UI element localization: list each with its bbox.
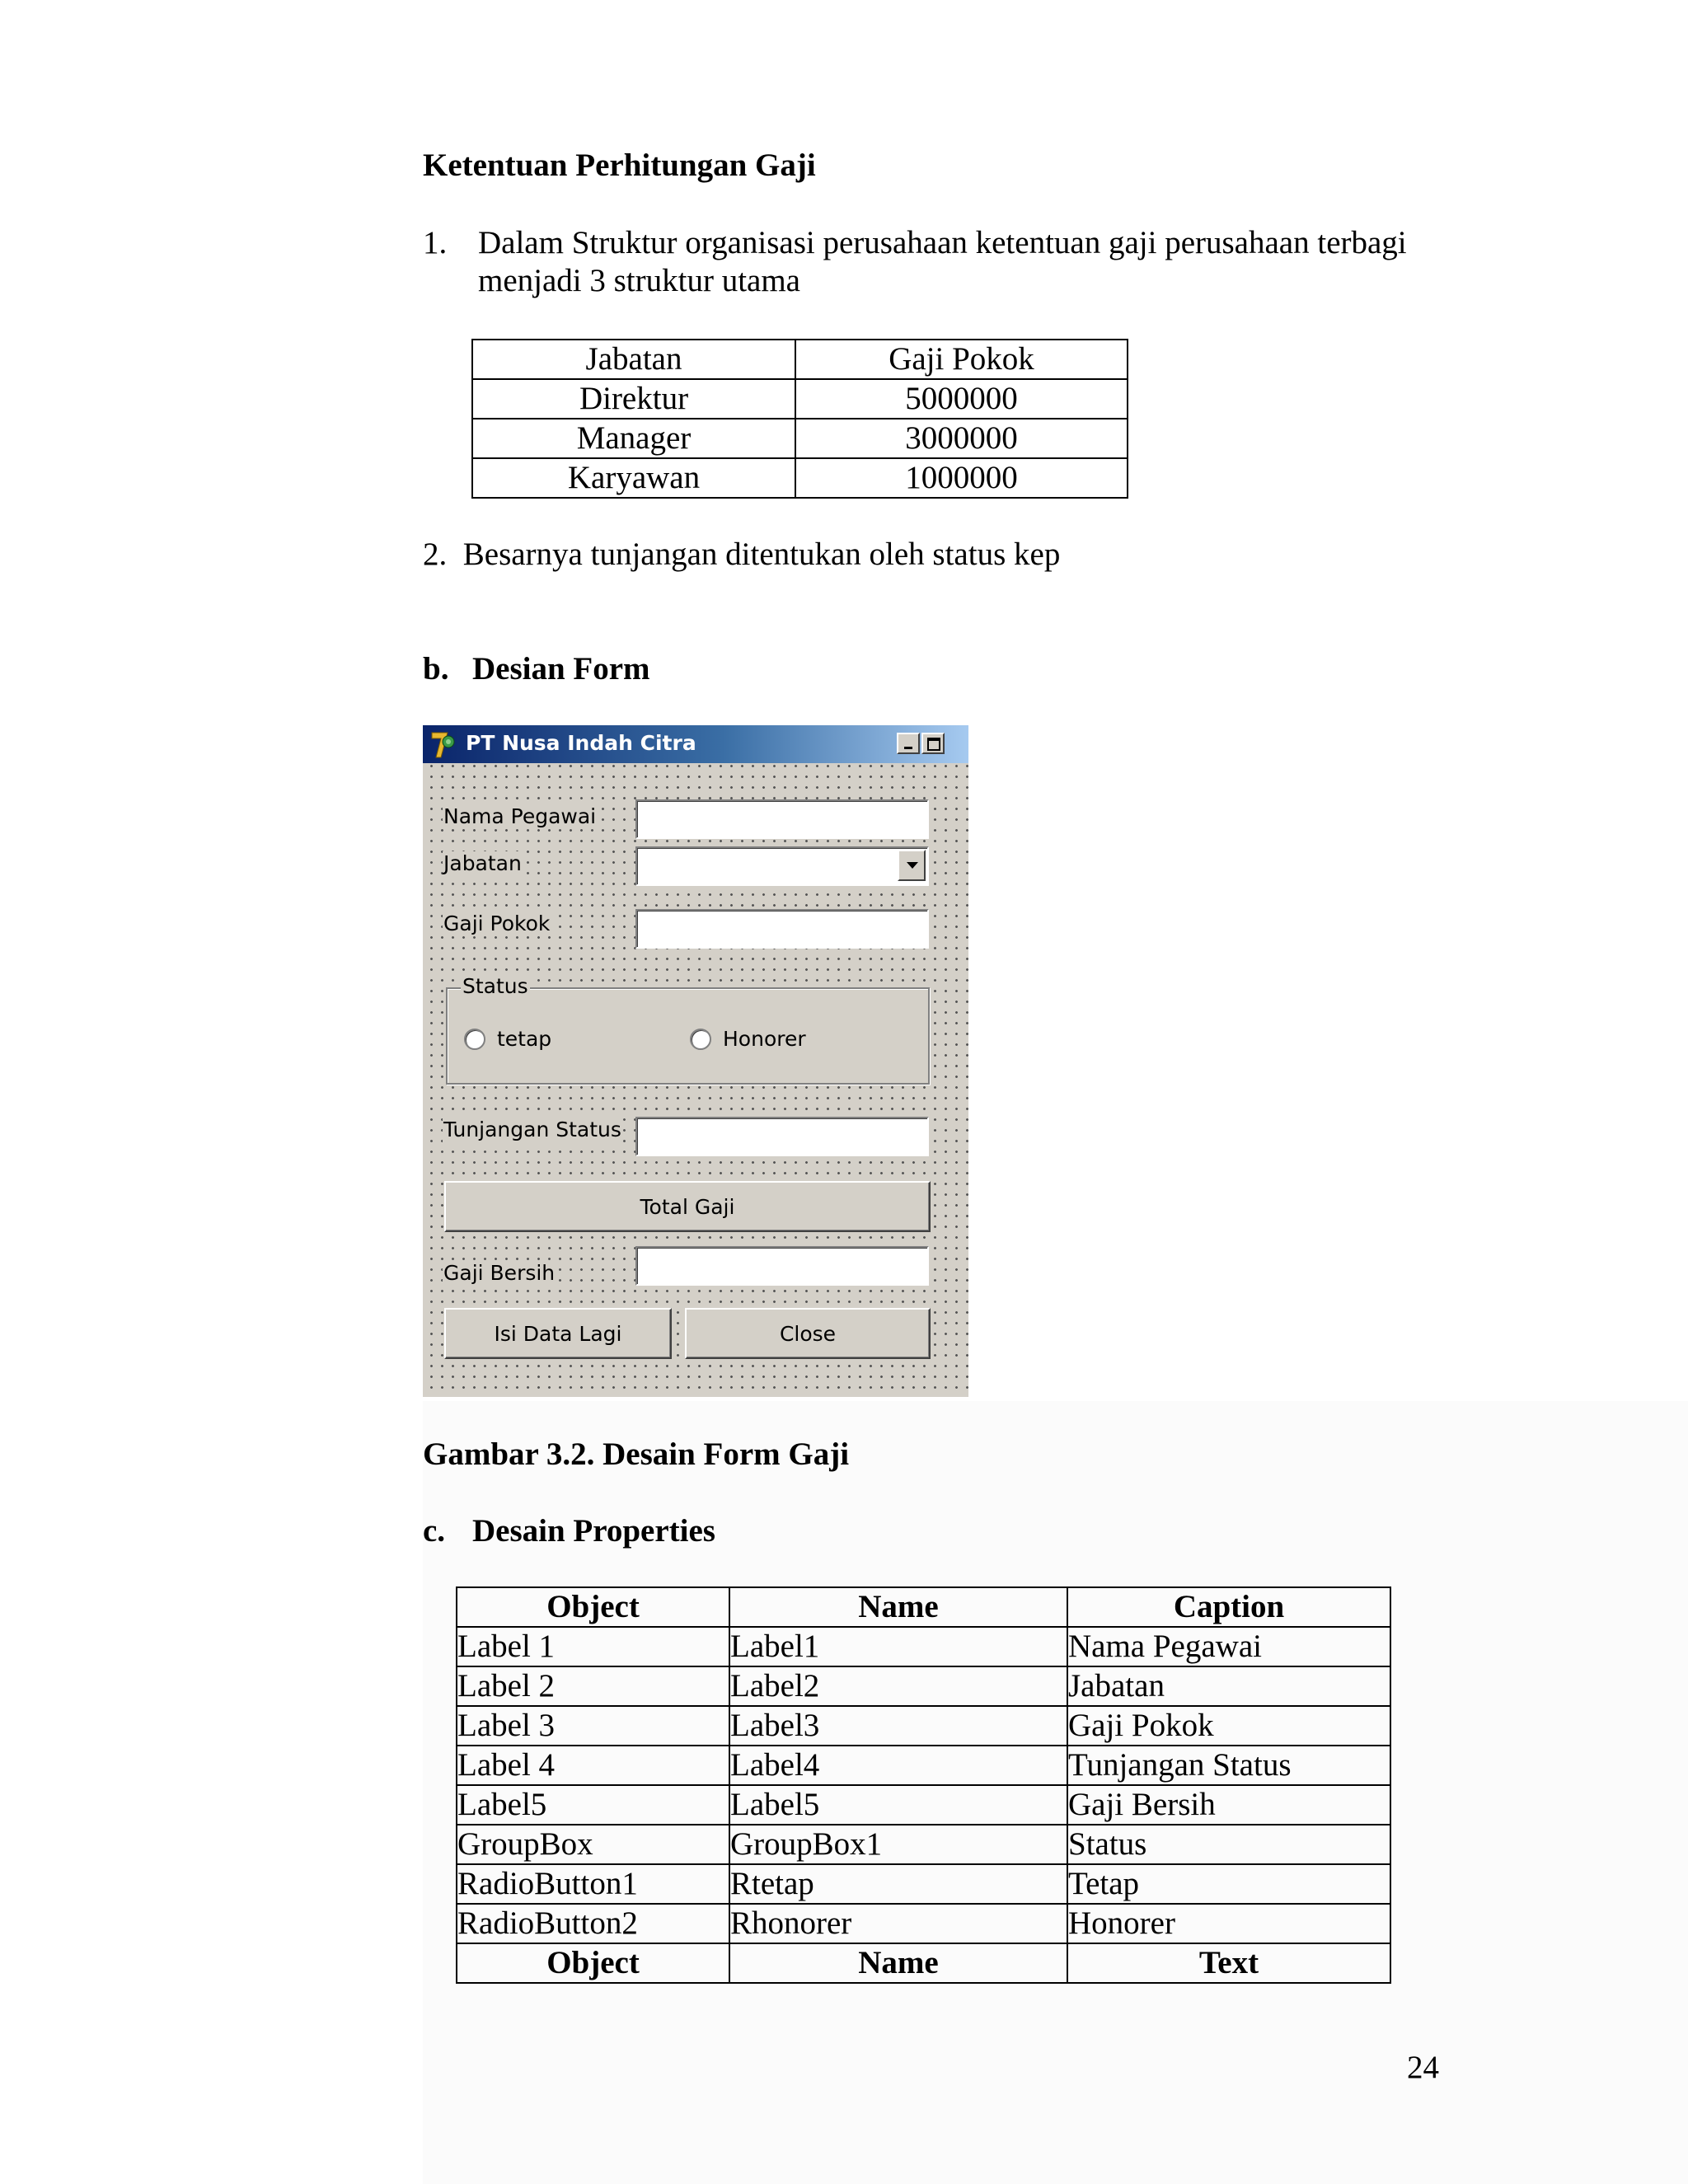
label-nama-pegawai: Nama Pegawai	[443, 804, 597, 828]
section-title: Desain Properties	[472, 1513, 715, 1549]
table-subheader-cell: Object	[457, 1943, 729, 1983]
table-cell: Status	[1067, 1825, 1390, 1864]
table-cell: GroupBox1	[729, 1825, 1067, 1864]
figure-caption: Gambar 3.2. Desain Form Gaji	[423, 1436, 850, 1472]
table-subheader-row	[457, 1943, 1390, 1983]
properties-table	[456, 1586, 1391, 1984]
table-row	[457, 1785, 1390, 1825]
table-cell: 1000000	[795, 458, 1128, 498]
total-gaji-button[interactable]: Total Gaji	[444, 1181, 931, 1232]
table-cell: Manager	[472, 419, 795, 458]
isi-data-lagi-button[interactable]: Isi Data Lagi	[444, 1308, 672, 1359]
radio-honorer-label: Honorer	[723, 1027, 806, 1051]
radio-tetap-label: tetap	[497, 1027, 552, 1051]
table-cell: Label1	[729, 1627, 1067, 1666]
table-row	[472, 458, 1128, 498]
table-header-row	[457, 1587, 1390, 1627]
table-cell: Label2	[729, 1666, 1067, 1706]
table-cell: Label 4	[457, 1746, 729, 1785]
table-cell: 3000000	[795, 419, 1128, 458]
table-row	[457, 1666, 1390, 1706]
close-button[interactable]: Close	[685, 1308, 931, 1359]
table-cell: RadioButton1	[457, 1864, 729, 1904]
table-header-cell: Gaji Pokok	[795, 340, 1128, 379]
maximize-button[interactable]	[921, 733, 945, 754]
table-cell: Gaji Bersih	[1067, 1785, 1390, 1825]
table-cell: Label5	[729, 1785, 1067, 1825]
table-cell: Karyawan	[472, 458, 795, 498]
table-header-cell: Caption	[1067, 1587, 1390, 1627]
table-row	[472, 379, 1128, 419]
label-jabatan: Jabatan	[443, 851, 522, 875]
nama-pegawai-input[interactable]	[635, 799, 929, 839]
table-row	[457, 1825, 1390, 1864]
table-row	[472, 419, 1128, 458]
chevron-down-icon[interactable]	[898, 850, 926, 881]
radio-honorer[interactable]	[690, 1029, 711, 1050]
table-cell: Gaji Pokok	[1067, 1706, 1390, 1746]
status-groupbox	[446, 974, 930, 1085]
jabatan-combobox[interactable]	[635, 846, 929, 886]
table-header-cell: Object	[457, 1587, 729, 1627]
table-cell: Label3	[729, 1706, 1067, 1746]
section-heading: Ketentuan Perhitungan Gaji	[423, 148, 816, 183]
list-number-1: 1.	[423, 225, 448, 260]
window-title: PT Nusa Indah Citra	[466, 731, 696, 755]
table-subheader-cell: Text	[1067, 1943, 1390, 1983]
table-cell: Label 2	[457, 1666, 729, 1706]
table-cell: Rtetap	[729, 1864, 1067, 1904]
table-cell: 5000000	[795, 379, 1128, 419]
table-header-cell: Name	[729, 1587, 1067, 1627]
table-cell: Tunjangan Status	[1067, 1746, 1390, 1785]
delphi-app-icon	[429, 729, 457, 759]
table-cell: Honorer	[1067, 1904, 1390, 1943]
form-window	[423, 725, 968, 1397]
list-item-2: 2. Besarnya tunjangan ditentukan oleh status kep	[423, 537, 1061, 572]
page-number: 24	[1407, 2050, 1439, 2085]
table-header-row	[472, 340, 1128, 379]
label-gaji-bersih: Gaji Bersih	[443, 1261, 556, 1285]
title-bar	[423, 725, 968, 763]
section-c-heading	[423, 1512, 715, 1549]
list-item-1-text: Dalam Struktur organisasi perusahaan ketentuan gaji perusahaan terbagi menjadi 3 struktur utama	[478, 225, 1407, 298]
tunjangan-status-input[interactable]	[635, 1117, 929, 1156]
groupbox-legend: Status	[462, 974, 528, 998]
gaji-pokok-input[interactable]	[635, 909, 929, 949]
table-cell: Nama Pegawai	[1067, 1627, 1390, 1666]
table-row	[457, 1706, 1390, 1746]
table-row	[457, 1904, 1390, 1943]
table-cell: Label4	[729, 1746, 1067, 1785]
section-letter: b.	[423, 651, 449, 687]
table-cell: Direktur	[472, 379, 795, 419]
table-cell: Tetap	[1067, 1864, 1390, 1904]
table-cell: Label5	[457, 1785, 729, 1825]
table-cell: Label 1	[457, 1627, 729, 1666]
section-title: Desian Form	[472, 651, 650, 687]
table-subheader-cell: Name	[729, 1943, 1067, 1983]
table-cell: RadioButton2	[457, 1904, 729, 1943]
radio-tetap[interactable]	[464, 1029, 485, 1050]
table-cell: Rhonorer	[729, 1904, 1067, 1943]
label-tunjangan-status: Tunjangan Status	[443, 1118, 621, 1141]
table-header-cell: Jabatan	[472, 340, 795, 379]
gaji-bersih-input[interactable]	[635, 1246, 929, 1286]
table-row	[457, 1627, 1390, 1666]
table-cell: GroupBox	[457, 1825, 729, 1864]
table-row	[457, 1864, 1390, 1904]
table-cell: Label 3	[457, 1706, 729, 1746]
minimize-button[interactable]	[897, 733, 920, 754]
table-row	[457, 1746, 1390, 1785]
label-gaji-pokok: Gaji Pokok	[443, 912, 551, 935]
salary-table	[471, 339, 1128, 499]
section-b-heading	[423, 650, 650, 687]
section-letter: c.	[423, 1513, 446, 1549]
table-cell: Jabatan	[1067, 1666, 1390, 1706]
